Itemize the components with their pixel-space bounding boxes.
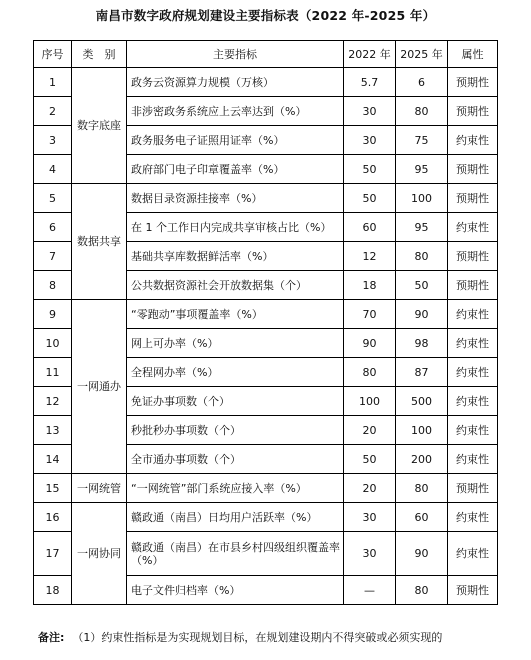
row-number: 15 xyxy=(34,474,72,503)
table-row xyxy=(34,503,498,532)
row-number: 5 xyxy=(34,184,72,213)
indicator-cell: 网上可办率（%） xyxy=(127,329,344,358)
indicator-cell: 免证办事项数（个） xyxy=(127,387,344,416)
value-2025-cell: 500 xyxy=(396,387,448,416)
attribute-cell: 预期性 xyxy=(448,474,498,503)
value-2022-cell: 50 xyxy=(344,184,396,213)
row-number: 13 xyxy=(34,416,72,445)
header-2022: 2022 年 xyxy=(344,41,396,68)
indicator-table xyxy=(33,40,498,605)
indicator-cell: 政务云资源算力规模（万核） xyxy=(127,68,344,97)
attribute-cell: 约束性 xyxy=(448,300,498,329)
value-2022-cell: 100 xyxy=(344,387,396,416)
value-2022-cell: 70 xyxy=(344,300,396,329)
attribute-cell: 预期性 xyxy=(448,97,498,126)
attribute-cell: 约束性 xyxy=(448,213,498,242)
attribute-cell: 预期性 xyxy=(448,576,498,605)
indicator-cell: 数据目录资源挂接率（%） xyxy=(127,184,344,213)
table-row xyxy=(34,300,498,329)
header-category: 类 别 xyxy=(72,41,127,68)
value-2025-cell: 50 xyxy=(396,271,448,300)
indicator-cell: 公共数据资源社会开放数据集（个） xyxy=(127,271,344,300)
indicator-cell: 非涉密政务系统应上云率达到（%） xyxy=(127,97,344,126)
value-2025-cell: 80 xyxy=(396,576,448,605)
table-body xyxy=(34,68,498,605)
table-row xyxy=(34,474,498,503)
value-2022-cell: 18 xyxy=(344,271,396,300)
value-2025-cell: 6 xyxy=(396,68,448,97)
row-number: 2 xyxy=(34,97,72,126)
value-2022-cell: 12 xyxy=(344,242,396,271)
row-number: 14 xyxy=(34,445,72,474)
value-2025-cell: 200 xyxy=(396,445,448,474)
indicator-cell: 电子文件归档率（%） xyxy=(127,576,344,605)
row-number: 6 xyxy=(34,213,72,242)
indicator-cell: “一网统管”部门系统应接入率（%） xyxy=(127,474,344,503)
header-attribute: 属性 xyxy=(448,41,498,68)
attribute-cell: 约束性 xyxy=(448,532,498,576)
row-number: 8 xyxy=(34,271,72,300)
indicator-cell: 赣政通（南昌）日均用户活跃率（%） xyxy=(127,503,344,532)
value-2022-cell: 30 xyxy=(344,503,396,532)
indicator-cell: 秒批秒办事项数（个） xyxy=(127,416,344,445)
row-number: 4 xyxy=(34,155,72,184)
attribute-cell: 预期性 xyxy=(448,271,498,300)
category-cell: 一网统管 xyxy=(72,474,127,503)
table-header-row xyxy=(34,41,498,68)
row-number: 7 xyxy=(34,242,72,271)
header-indicator: 主要指标 xyxy=(127,41,344,68)
value-2025-cell: 95 xyxy=(396,155,448,184)
attribute-cell: 约束性 xyxy=(448,358,498,387)
value-2025-cell: 60 xyxy=(396,503,448,532)
table-row xyxy=(34,68,498,97)
value-2022-cell: 30 xyxy=(344,126,396,155)
row-number: 12 xyxy=(34,387,72,416)
category-cell: 一网协同 xyxy=(72,503,127,605)
table-row xyxy=(34,184,498,213)
row-number: 3 xyxy=(34,126,72,155)
header-no: 序号 xyxy=(34,41,72,68)
indicator-cell: 政府部门电子印章覆盖率（%） xyxy=(127,155,344,184)
attribute-cell: 约束性 xyxy=(448,503,498,532)
attribute-cell: 约束性 xyxy=(448,445,498,474)
row-number: 10 xyxy=(34,329,72,358)
row-number: 16 xyxy=(34,503,72,532)
value-2025-cell: 75 xyxy=(396,126,448,155)
value-2022-cell: 30 xyxy=(344,532,396,576)
value-2025-cell: 95 xyxy=(396,213,448,242)
indicator-cell: 基础共享库数据鲜活率（%） xyxy=(127,242,344,271)
footnote-label: 备注: xyxy=(38,631,65,644)
value-2025-cell: 98 xyxy=(396,329,448,358)
value-2022-cell: 60 xyxy=(344,213,396,242)
value-2025-cell: 90 xyxy=(396,532,448,576)
indicator-cell: 赣政通（南昌）在市县乡村四级组织覆盖率（%） xyxy=(127,532,344,576)
attribute-cell: 约束性 xyxy=(448,387,498,416)
footnote-text: （1）约束性指标是为实现规划目标，在规划建设期内不得突破或必须实现的 xyxy=(72,631,443,644)
row-number: 1 xyxy=(34,68,72,97)
row-number: 18 xyxy=(34,576,72,605)
attribute-cell: 预期性 xyxy=(448,184,498,213)
header-2025: 2025 年 xyxy=(396,41,448,68)
value-2022-cell: 50 xyxy=(344,155,396,184)
attribute-cell: 预期性 xyxy=(448,155,498,184)
value-2022-cell: 90 xyxy=(344,329,396,358)
row-number: 11 xyxy=(34,358,72,387)
value-2022-cell: 80 xyxy=(344,358,396,387)
attribute-cell: 预期性 xyxy=(448,242,498,271)
page-title: 南昌市数字政府规划建设主要指标表（2022 年-2025 年） xyxy=(95,8,436,23)
value-2025-cell: 80 xyxy=(396,242,448,271)
value-2022-cell: 50 xyxy=(344,445,396,474)
value-2022-cell: — xyxy=(344,576,396,605)
value-2025-cell: 100 xyxy=(396,416,448,445)
category-cell: 数据共享 xyxy=(72,184,127,300)
attribute-cell: 约束性 xyxy=(448,329,498,358)
value-2022-cell: 30 xyxy=(344,97,396,126)
attribute-cell: 约束性 xyxy=(448,416,498,445)
value-2025-cell: 87 xyxy=(396,358,448,387)
value-2025-cell: 80 xyxy=(396,97,448,126)
value-2022-cell: 20 xyxy=(344,474,396,503)
indicator-cell: 全程网办率（%） xyxy=(127,358,344,387)
attribute-cell: 约束性 xyxy=(448,126,498,155)
category-cell: 一网通办 xyxy=(72,300,127,474)
indicator-cell: 全市通办事项数（个） xyxy=(127,445,344,474)
row-number: 9 xyxy=(34,300,72,329)
value-2025-cell: 100 xyxy=(396,184,448,213)
footnote xyxy=(38,629,518,645)
indicator-cell: 在 1 个工作日内完成共享审核占比（%） xyxy=(127,213,344,242)
indicator-cell: 政务服务电子证照用证率（%） xyxy=(127,126,344,155)
value-2022-cell: 5.7 xyxy=(344,68,396,97)
row-number: 17 xyxy=(34,532,72,576)
attribute-cell: 预期性 xyxy=(448,68,498,97)
indicator-cell: “零跑动”事项覆盖率（%） xyxy=(127,300,344,329)
value-2022-cell: 20 xyxy=(344,416,396,445)
value-2025-cell: 90 xyxy=(396,300,448,329)
value-2025-cell: 80 xyxy=(396,474,448,503)
category-cell: 数字底座 xyxy=(72,68,127,184)
